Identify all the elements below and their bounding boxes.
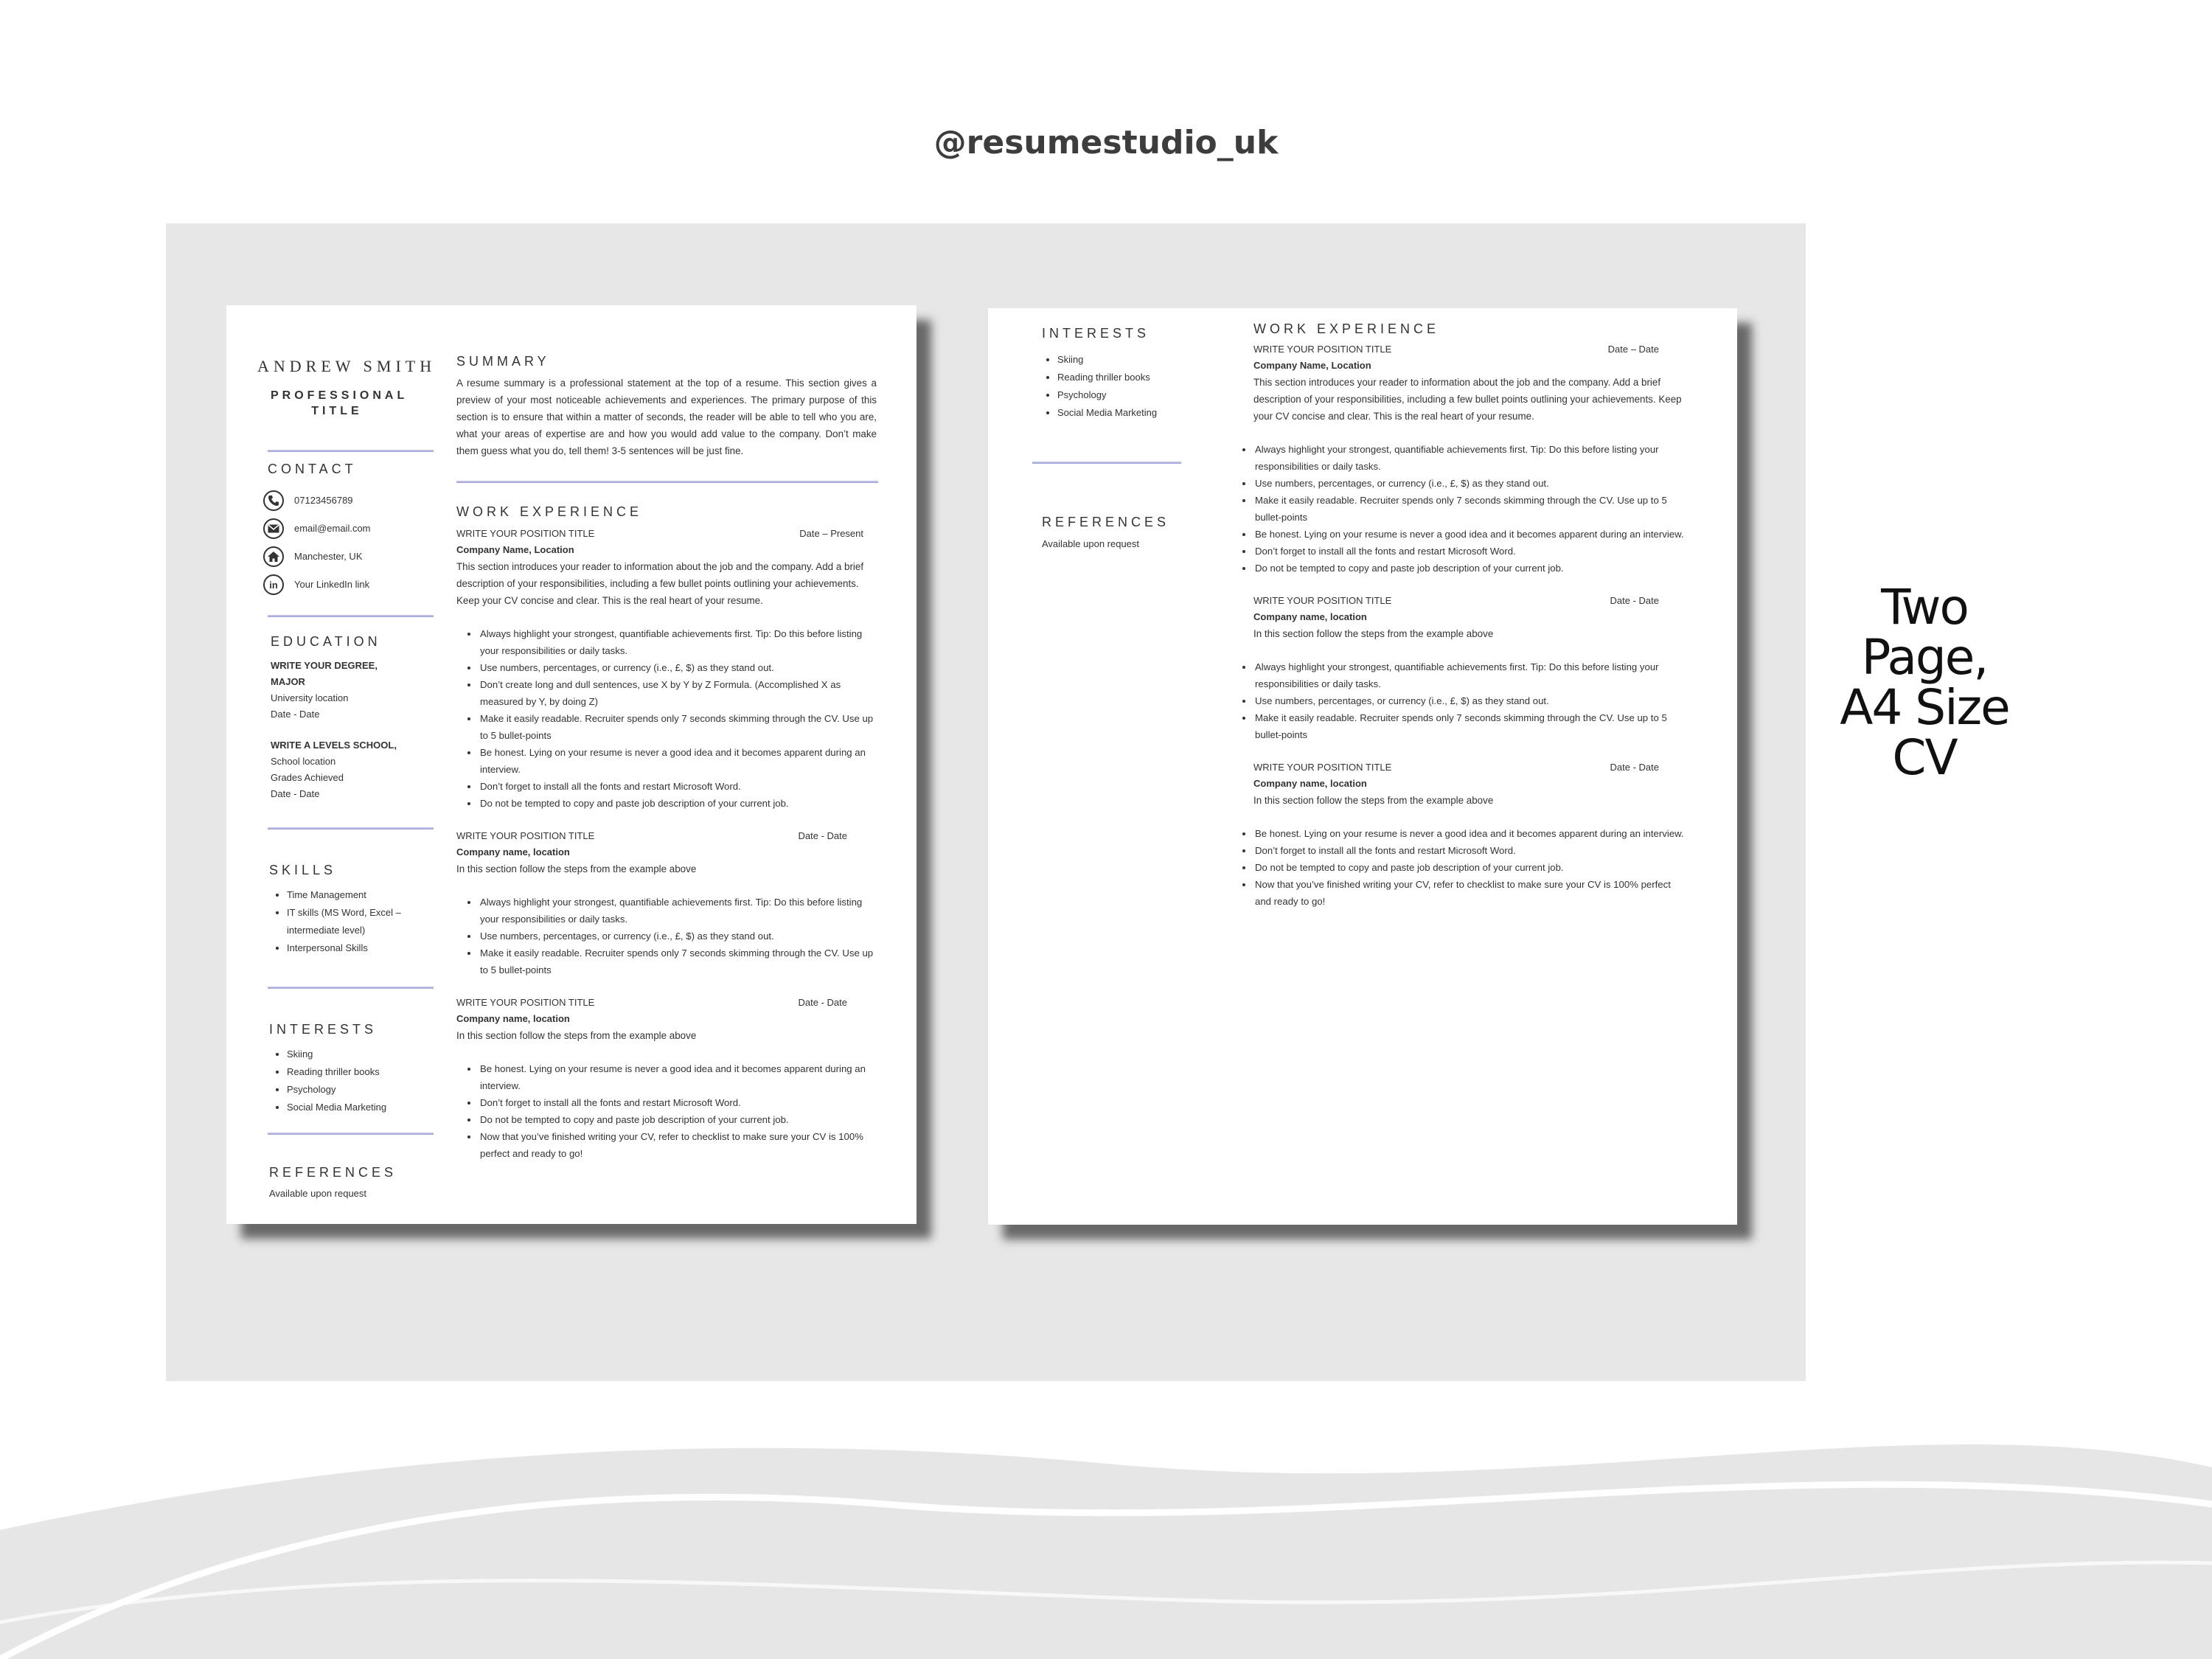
job-bullets bbox=[1231, 658, 1688, 743]
job-entry bbox=[1231, 593, 1688, 642]
university-location: University location bbox=[271, 692, 349, 703]
job-company: Company Name, Location bbox=[1253, 360, 1371, 371]
job-title: WRITE YOUR POSITION TITLE bbox=[456, 830, 595, 841]
job-bullets bbox=[1231, 825, 1688, 910]
job-bullets bbox=[456, 625, 880, 812]
list-item: • Make it easily readable. Recruiter spends only 7 seconds skimming through the CV. Use up to 5 bullet-points bbox=[479, 710, 880, 744]
list-item: • Don’t forget to install all the fonts and restart Microsoft Word. bbox=[479, 1094, 880, 1111]
school-location: School location bbox=[271, 756, 336, 767]
list-item: • Don’t create long and dull sentences, use X by Y by Z Formula. (Accomplished X as measured by Y, by doing Z) bbox=[479, 676, 880, 710]
job-company: Company name, location bbox=[1253, 611, 1367, 622]
education-heading: EDUCATION bbox=[271, 634, 381, 649]
job-date: Date - Date bbox=[1610, 762, 1659, 773]
job-date: Date - Date bbox=[798, 997, 847, 1008]
job-description: In this section follow the steps from the example above bbox=[456, 863, 697, 874]
job-company: Company Name, Location bbox=[456, 544, 574, 555]
work-experience-list bbox=[1231, 341, 1688, 910]
contact-phone-text: 07123456789 bbox=[294, 495, 353, 506]
list-item: • Make it easily readable. Recruiter spends only 7 seconds skimming through the CV. Use up to 5 bullet-points bbox=[1253, 709, 1688, 743]
divider bbox=[1032, 462, 1181, 464]
home-icon bbox=[263, 546, 284, 567]
list-item: • Social Media Marketing bbox=[287, 1099, 434, 1116]
grades-achieved: Grades Achieved bbox=[271, 772, 344, 783]
envelope-icon bbox=[263, 518, 284, 539]
degree-title: WRITE YOUR DEGREE, bbox=[271, 660, 378, 671]
job-title: WRITE YOUR POSITION TITLE bbox=[456, 528, 595, 539]
list-item: • Use numbers, percentages, or currency (i.e., £, $) as they stand out. bbox=[479, 659, 880, 676]
wave-shape bbox=[0, 1444, 2212, 1659]
professional-title bbox=[271, 388, 408, 419]
list-item: • Skiing bbox=[287, 1046, 434, 1063]
professional-title-line1: PROFESSIONAL bbox=[271, 389, 408, 402]
caption-line: Two bbox=[1881, 579, 1968, 636]
references-text: Available upon request bbox=[1042, 538, 1140, 549]
skills-list bbox=[274, 886, 434, 957]
job-title: WRITE YOUR POSITION TITLE bbox=[1253, 762, 1392, 773]
list-item: • Use numbers, percentages, or currency (i.e., £, $) as they stand out. bbox=[479, 928, 880, 945]
job-description: This section introduces your reader to information about the job and the company. Add a brief description of your responsibilities, including a few bullet points outlining your achievements. Keep your CV concise and clear. This is the real heart of your resume. bbox=[456, 561, 864, 606]
contact-linkedin-text: Your LinkedIn link bbox=[294, 579, 370, 590]
skills-heading: SKILLS bbox=[269, 863, 337, 877]
divider bbox=[268, 827, 434, 830]
format-caption bbox=[1829, 579, 2020, 786]
summary-heading: SUMMARY bbox=[456, 354, 550, 369]
interests-heading: INTERESTS bbox=[1042, 326, 1150, 341]
list-item: • Time Management bbox=[287, 886, 434, 904]
list-item: • Skiing bbox=[1057, 351, 1205, 369]
list-item: • Social Media Marketing bbox=[1057, 404, 1205, 422]
job-bullets bbox=[456, 1060, 880, 1162]
job-entry bbox=[456, 526, 880, 812]
caption-line: CV bbox=[1892, 729, 1957, 786]
list-item: • Don’t forget to install all the fonts and restart Microsoft Word. bbox=[1253, 543, 1688, 560]
list-item: • IT skills (MS Word, Excel – intermediate level) bbox=[287, 904, 434, 939]
list-item: • Use numbers, percentages, or currency (i.e., £, $) as they stand out. bbox=[1253, 475, 1688, 492]
job-bullets bbox=[456, 894, 880, 978]
list-item: • Be honest. Lying on your resume is never a good idea and it becomes apparent during an interview. bbox=[479, 744, 880, 778]
brand-handle: @resumestudio_uk bbox=[933, 124, 1279, 161]
candidate-name: ANDREW SMITH bbox=[257, 357, 437, 375]
work-experience-heading: WORK EXPERIENCE bbox=[1253, 321, 1440, 336]
list-item: • Do not be tempted to copy and paste job description of your current job. bbox=[479, 795, 880, 812]
list-item: • Do not be tempted to copy and paste job description of your current job. bbox=[1253, 560, 1688, 577]
contact-linkedin bbox=[263, 571, 440, 599]
job-company: Company name, location bbox=[456, 1013, 570, 1024]
divider bbox=[268, 615, 434, 617]
contact-heading: CONTACT bbox=[268, 462, 357, 476]
list-item: • Interpersonal Skills bbox=[287, 939, 434, 957]
references-heading: REFERENCES bbox=[269, 1165, 397, 1180]
job-description: This section introduces your reader to information about the job and the company. Add a brief description of your responsibilities, including a few bullet points outlining your achievements. Keep your CV concise and clear. This is the real heart of your resume. bbox=[1253, 377, 1682, 422]
list-item: • Do not be tempted to copy and paste job description of your current job. bbox=[1253, 859, 1688, 876]
job-title: WRITE YOUR POSITION TITLE bbox=[1253, 344, 1392, 355]
caption-line: Page, bbox=[1861, 629, 1988, 686]
job-entry bbox=[1231, 759, 1688, 809]
divider bbox=[268, 1133, 434, 1135]
references-heading: REFERENCES bbox=[1042, 515, 1170, 529]
interests-list bbox=[274, 1046, 434, 1116]
contact-location bbox=[263, 543, 440, 571]
list-item: • Always highlight your strongest, quantifiable achievements first. Tip: Do this before listing your responsibilities or daily tasks. bbox=[479, 625, 880, 659]
divider bbox=[268, 450, 434, 452]
phone-icon bbox=[263, 490, 284, 511]
school-date: Date - Date bbox=[271, 788, 320, 799]
interests-heading: INTERESTS bbox=[269, 1022, 378, 1037]
list-item: • Reading thriller books bbox=[287, 1063, 434, 1081]
contact-email-text: email@email.com bbox=[294, 523, 371, 534]
job-entry bbox=[1231, 341, 1688, 425]
work-experience-heading: WORK EXPERIENCE bbox=[456, 504, 643, 519]
job-description: In this section follow the steps from the example above bbox=[456, 1030, 697, 1041]
list-item: • Psychology bbox=[287, 1081, 434, 1099]
list-item: • Always highlight your strongest, quantifiable achievements first. Tip: Do this before listing your responsibilities or daily tasks. bbox=[1253, 441, 1688, 475]
list-item: • Be honest. Lying on your resume is never a good idea and it becomes apparent during an interview. bbox=[479, 1060, 880, 1094]
job-title: WRITE YOUR POSITION TITLE bbox=[456, 997, 595, 1008]
job-date: Date - Date bbox=[798, 830, 847, 841]
contact-list bbox=[263, 487, 440, 599]
list-item: • Psychology bbox=[1057, 386, 1205, 404]
cv-page-1 bbox=[226, 305, 917, 1224]
professional-title-line2: TITLE bbox=[311, 405, 363, 417]
list-item: • Do not be tempted to copy and paste job description of your current job. bbox=[479, 1111, 880, 1128]
list-item: • Don’t forget to install all the fonts and restart Microsoft Word. bbox=[1253, 842, 1688, 859]
job-date: Date – Date bbox=[1607, 344, 1659, 355]
list-item: • Always highlight your strongest, quantifiable achievements first. Tip: Do this before listing your responsibilities or daily tasks. bbox=[1253, 658, 1688, 692]
list-item: • Use numbers, percentages, or currency (i.e., £, $) as they stand out. bbox=[1253, 692, 1688, 709]
job-company: Company name, location bbox=[456, 846, 570, 858]
job-description: In this section follow the steps from the example above bbox=[1253, 795, 1494, 806]
job-date: Date – Present bbox=[799, 528, 863, 539]
summary-text: A resume summary is a professional statement at the top of a resume. This section gives a preview of your most noticeable achievements and experiences. The primary purpose of this section is to ensure that within a matter of seconds, the reader will be able to tell who you are, what your areas of expertise are and how you would add value to the company. Don’t make them guess what you do, tell them! 3-5 sentences will be just fine. bbox=[456, 378, 877, 456]
education-list bbox=[271, 658, 433, 802]
job-title: WRITE YOUR POSITION TITLE bbox=[1253, 595, 1392, 606]
cv-page-2 bbox=[988, 308, 1737, 1225]
list-item: • Now that you’ve finished writing your CV, refer to checklist to make sure your CV is 100% perfect and ready to go! bbox=[479, 1128, 880, 1162]
list-item: • Make it easily readable. Recruiter spends only 7 seconds skimming through the CV. Use up to 5 bullet-points bbox=[1253, 492, 1688, 526]
job-date: Date - Date bbox=[1610, 595, 1659, 606]
caption-line: A4 Size bbox=[1840, 679, 2009, 736]
job-description: In this section follow the steps from the example above bbox=[1253, 628, 1494, 639]
job-entry bbox=[456, 828, 880, 978]
list-item: • Be honest. Lying on your resume is never a good idea and it becomes apparent during an interview. bbox=[1253, 526, 1688, 543]
work-experience-list bbox=[456, 526, 880, 1162]
divider bbox=[456, 481, 878, 483]
list-item: • Don’t forget to install all the fonts and restart Microsoft Word. bbox=[479, 778, 880, 795]
list-item: • Be honest. Lying on your resume is never a good idea and it becomes apparent during an interview. bbox=[1253, 825, 1688, 842]
degree-date: Date - Date bbox=[271, 709, 320, 720]
contact-email bbox=[263, 515, 440, 543]
list-item: • Now that you’ve finished writing your CV, refer to checklist to make sure your CV is 100% perfect and ready to go! bbox=[1253, 876, 1688, 910]
school-title: WRITE A LEVELS SCHOOL, bbox=[271, 740, 397, 751]
references-text: Available upon request bbox=[269, 1188, 367, 1199]
linkedin-icon: in bbox=[263, 574, 284, 595]
interests-list bbox=[1044, 351, 1205, 422]
job-bullets bbox=[1231, 441, 1688, 577]
list-item: • Always highlight your strongest, quantifiable achievements first. Tip: Do this before listing your responsibilities or daily tasks. bbox=[479, 894, 880, 928]
list-item: • Reading thriller books bbox=[1057, 369, 1205, 386]
job-company: Company name, location bbox=[1253, 778, 1367, 789]
contact-location-text: Manchester, UK bbox=[294, 551, 363, 562]
divider bbox=[268, 987, 434, 989]
contact-phone bbox=[263, 487, 440, 515]
job-entry bbox=[456, 995, 880, 1162]
list-item: • Make it easily readable. Recruiter spends only 7 seconds skimming through the CV. Use up to 5 bullet-points bbox=[479, 945, 880, 978]
degree-major: MAJOR bbox=[271, 676, 305, 687]
